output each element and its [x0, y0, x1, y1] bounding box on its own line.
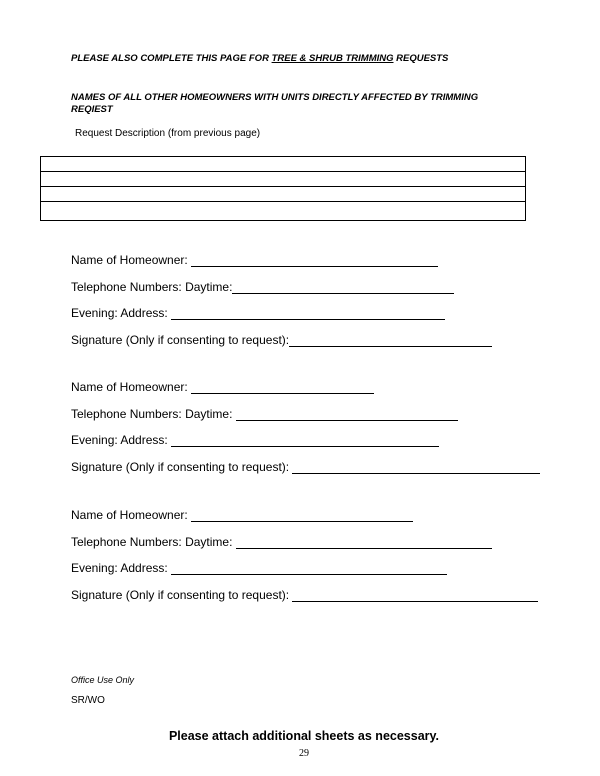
header-prefix: PLEASE ALSO COMPLETE THIS PAGE FOR [71, 53, 272, 64]
signature-input-line[interactable] [292, 590, 538, 602]
signature-label: Signature (Only if consenting to request): [71, 333, 290, 347]
phone-input-line[interactable] [236, 537, 492, 549]
homeowner-2-evening-field [71, 433, 439, 447]
name-input-line[interactable] [191, 382, 374, 394]
evening-input-line[interactable] [171, 435, 439, 447]
signature-input-line[interactable] [289, 335, 492, 347]
evening-label: Evening: Address: [71, 433, 172, 447]
homeowner-3-evening-field [71, 561, 447, 575]
phone-input-line[interactable] [236, 409, 458, 421]
name-label: Name of Homeowner: [71, 380, 192, 394]
homeowner-2-name-field [71, 380, 374, 394]
name-input-line[interactable] [191, 510, 413, 522]
homeowner-1-signature-field [71, 333, 492, 347]
evening-input-line[interactable] [171, 308, 445, 320]
homeowner-2-phone-field [71, 407, 458, 421]
homeowner-1-phone-field [71, 280, 454, 294]
description-row[interactable] [41, 202, 525, 217]
signature-label: Signature (Only if consenting to request): [71, 460, 293, 474]
header-underlined-text: TREE & SHRUB TRIMMING [271, 53, 394, 64]
signature-input-line[interactable] [292, 462, 540, 474]
phone-label: Telephone Numbers: Daytime: [71, 535, 236, 549]
homeowner-3-phone-field [71, 535, 492, 549]
name-label: Name of Homeowner: [71, 508, 192, 522]
evening-input-line[interactable] [171, 563, 447, 575]
description-row[interactable] [41, 172, 525, 187]
homeowner-1-name-field [71, 253, 438, 267]
srwo-label: SR/WO [71, 695, 105, 706]
phone-input-line[interactable] [232, 282, 454, 294]
header-trimming-instruction [71, 53, 448, 64]
phone-label: Telephone Numbers: Daytime: [71, 407, 236, 421]
header-affected-homeowners: NAMES OF ALL OTHER HOMEOWNERS WITH UNITS DIRECTLY AFFECTED BY TRIMMING REQIEST [71, 92, 479, 115]
request-description-table[interactable] [40, 156, 526, 221]
office-use-label: Office Use Only [71, 675, 135, 685]
evening-label: Evening: Address: [71, 306, 172, 320]
attach-sheets-note: Please attach additional sheets as necessary. [168, 729, 440, 743]
description-row[interactable] [41, 187, 525, 202]
phone-label: Telephone Numbers: Daytime: [71, 280, 233, 294]
homeowner-3-signature-field [71, 588, 538, 602]
name-input-line[interactable] [191, 255, 438, 267]
description-row[interactable] [41, 157, 525, 172]
homeowner-1-evening-field [71, 306, 445, 320]
signature-label: Signature (Only if consenting to request): [71, 588, 293, 602]
evening-label: Evening: Address: [71, 561, 172, 575]
name-label: Name of Homeowner: [71, 253, 192, 267]
homeowner-2-signature-field [71, 460, 540, 474]
header-suffix: REQUESTS [393, 53, 449, 64]
page-number: 29 [299, 748, 309, 759]
homeowner-3-name-field [71, 508, 413, 522]
request-description-label: Request Description (from previous page) [75, 128, 261, 139]
